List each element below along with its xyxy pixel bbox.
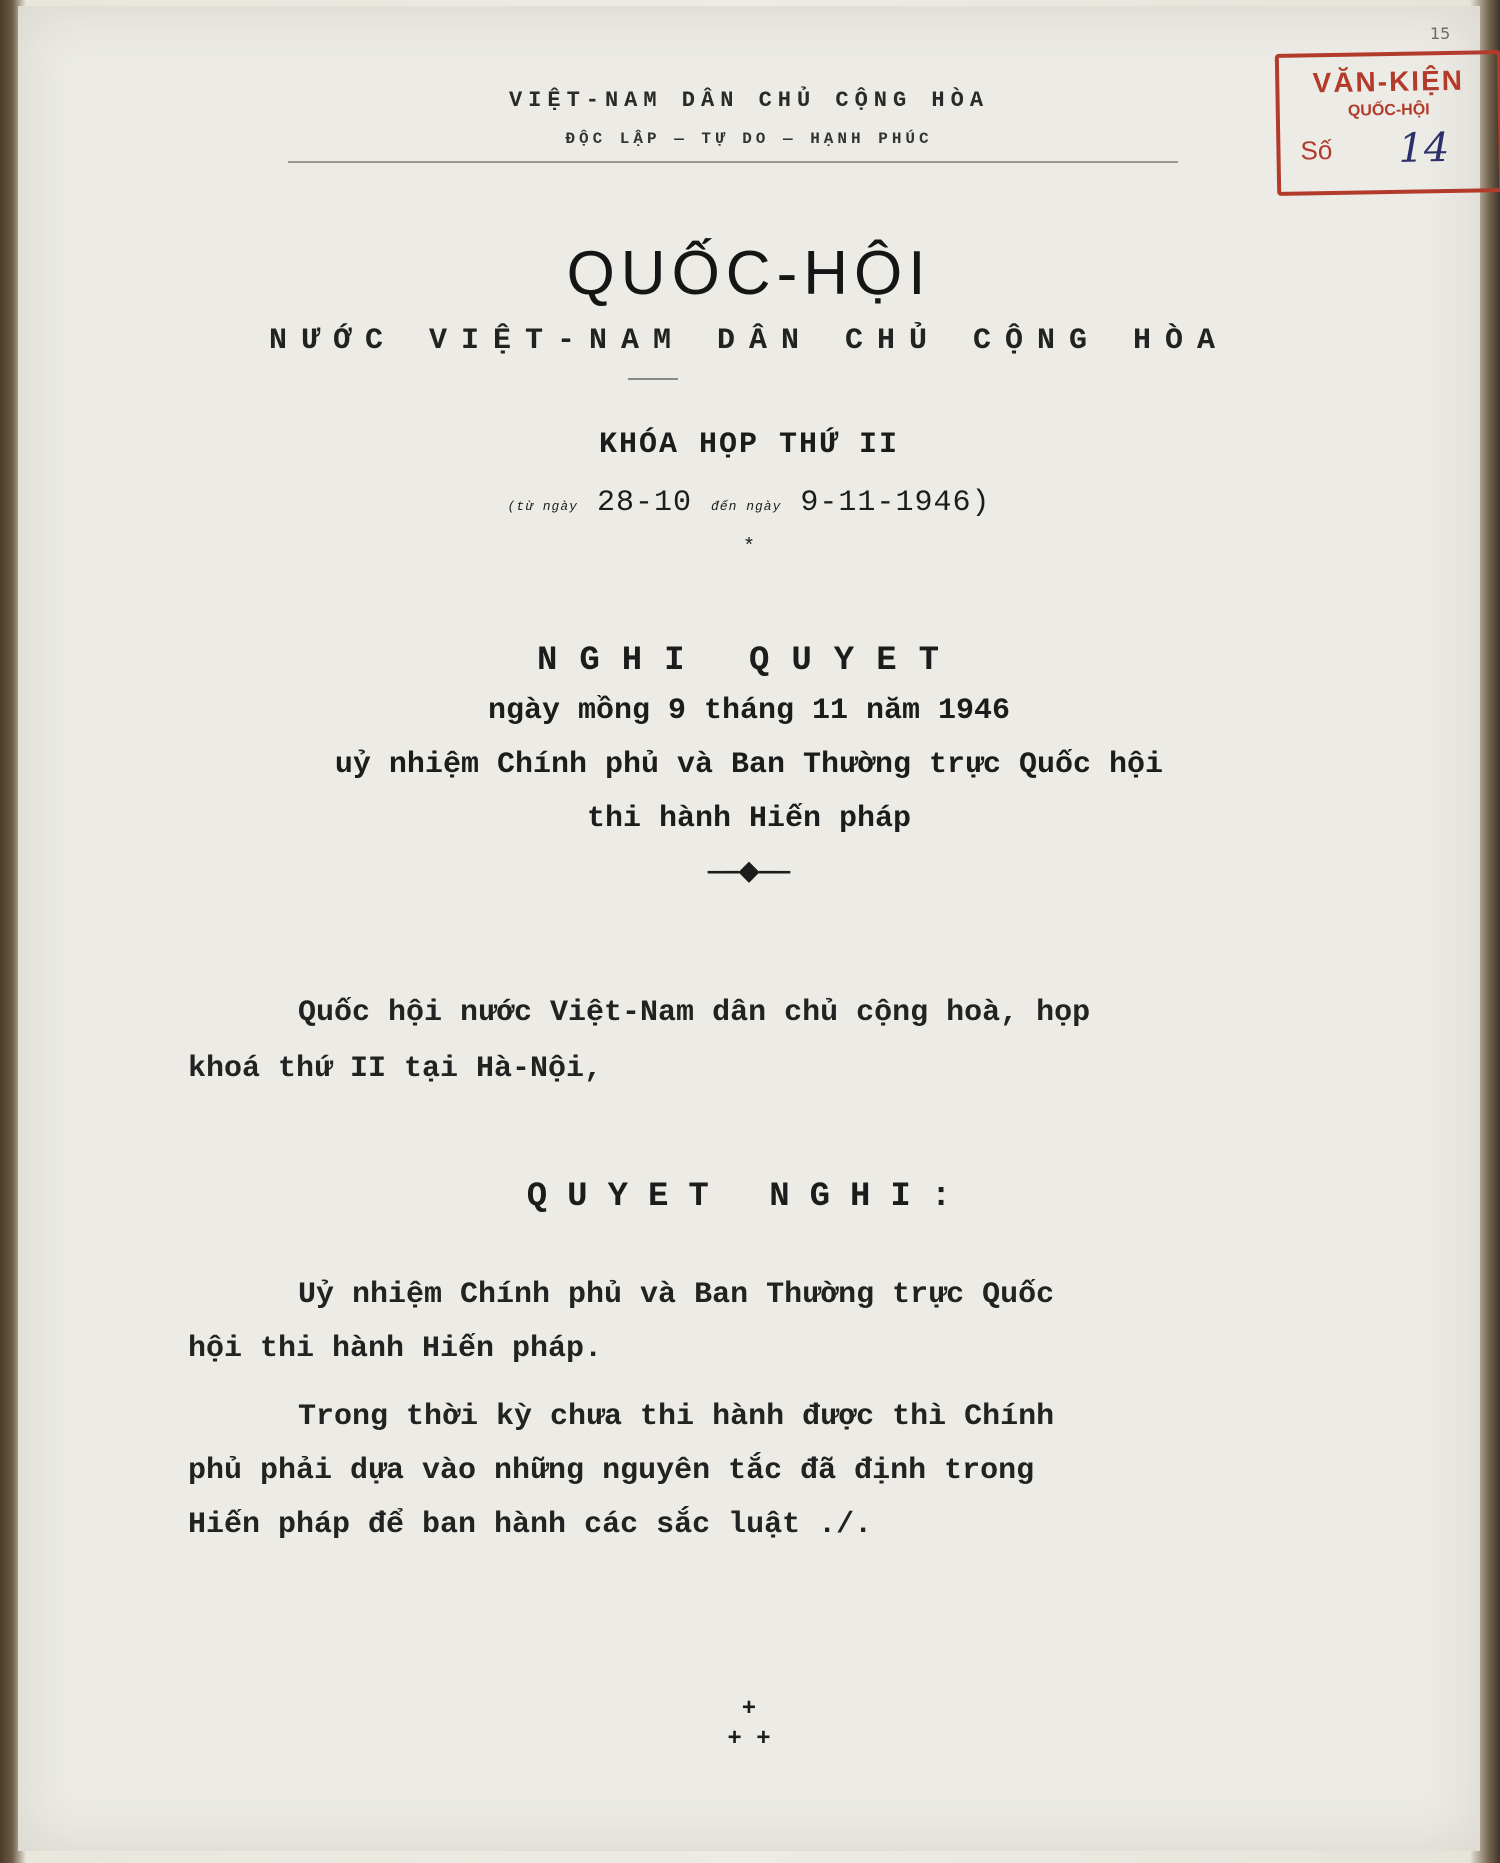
session-label: KHÓA HỌP THỨ II — [598, 428, 900, 462]
preamble-line-1: Quốc hội nước Việt-Nam dân chủ cộng hoà, họp — [298, 996, 1091, 1030]
resolution-date: ngày mồng 9 tháng 11 năm 1946 — [487, 694, 1011, 728]
dates-close-paren: ) — [971, 486, 991, 520]
resolution-purpose-line-1: uỷ nhiệm Chính phủ và Ban Thường trực Quốc hội — [334, 748, 1164, 782]
section-star: * — [742, 536, 755, 559]
dates-to: 9-11- — [800, 486, 896, 520]
decision-p2-line-2: phủ phải dựa vào những nguyên tắc đã định trong — [188, 1454, 1035, 1488]
dates-open-paren: ( — [507, 499, 517, 514]
stamp-number-prefix: Số — [1300, 134, 1333, 166]
decision-p1-line-2: hội thi hành Hiến pháp. — [188, 1332, 603, 1366]
dates-from-label: từ ngày — [516, 499, 578, 514]
stamp-handwritten-number: 14 — [1398, 124, 1450, 172]
end-mark-top: + — [741, 1696, 757, 1723]
resolution-ornament: ——◆—— — [707, 857, 791, 887]
document-subtitle: NƯỚC VIỆT-NAM DÂN CHỦ CỘNG HÒA — [268, 324, 1230, 358]
decision-p2-line-1: Trong thời kỳ chưa thi hành được thì Chính — [298, 1400, 1055, 1434]
dates-to-label: đến ngày — [710, 499, 782, 514]
end-mark-bottom: + + — [727, 1726, 771, 1753]
title-divider — [628, 378, 678, 380]
resolution-heading: NGHI QUYET — [536, 642, 962, 680]
document-page — [18, 6, 1480, 1851]
session-dates — [18, 486, 1480, 520]
header-country-line: VIỆT-NAM DÂN CHỦ CỘNG HÒA — [508, 88, 990, 113]
decision-p2-line-3: Hiến pháp để ban hành các sắc luật ./. — [188, 1508, 873, 1542]
decision-p1-line-1: Uỷ nhiệm Chính phủ và Ban Thường trực Quốc — [298, 1278, 1055, 1312]
archive-stamp — [1275, 50, 1500, 196]
header-divider — [288, 161, 1178, 163]
page-corner-number: 15 — [1430, 24, 1451, 43]
document-title: QUỐC-HỘI — [566, 239, 932, 308]
dates-year: 1946 — [895, 486, 972, 520]
stamp-title: VĂN-KIỆN — [1312, 64, 1465, 99]
preamble-line-2: khoá thứ II tại Hà-Nội, — [188, 1052, 603, 1086]
decision-heading: QUYET NGHI: — [526, 1178, 972, 1216]
header-motto-line: ĐỘC LẬP — TỰ DO — HẠNH PHÚC — [565, 130, 933, 148]
stamp-subtitle: QUỐC-HỘI — [1347, 101, 1430, 120]
resolution-purpose-line-2: thi hành Hiến pháp — [586, 802, 912, 836]
dates-from: 28-10 — [596, 486, 692, 520]
